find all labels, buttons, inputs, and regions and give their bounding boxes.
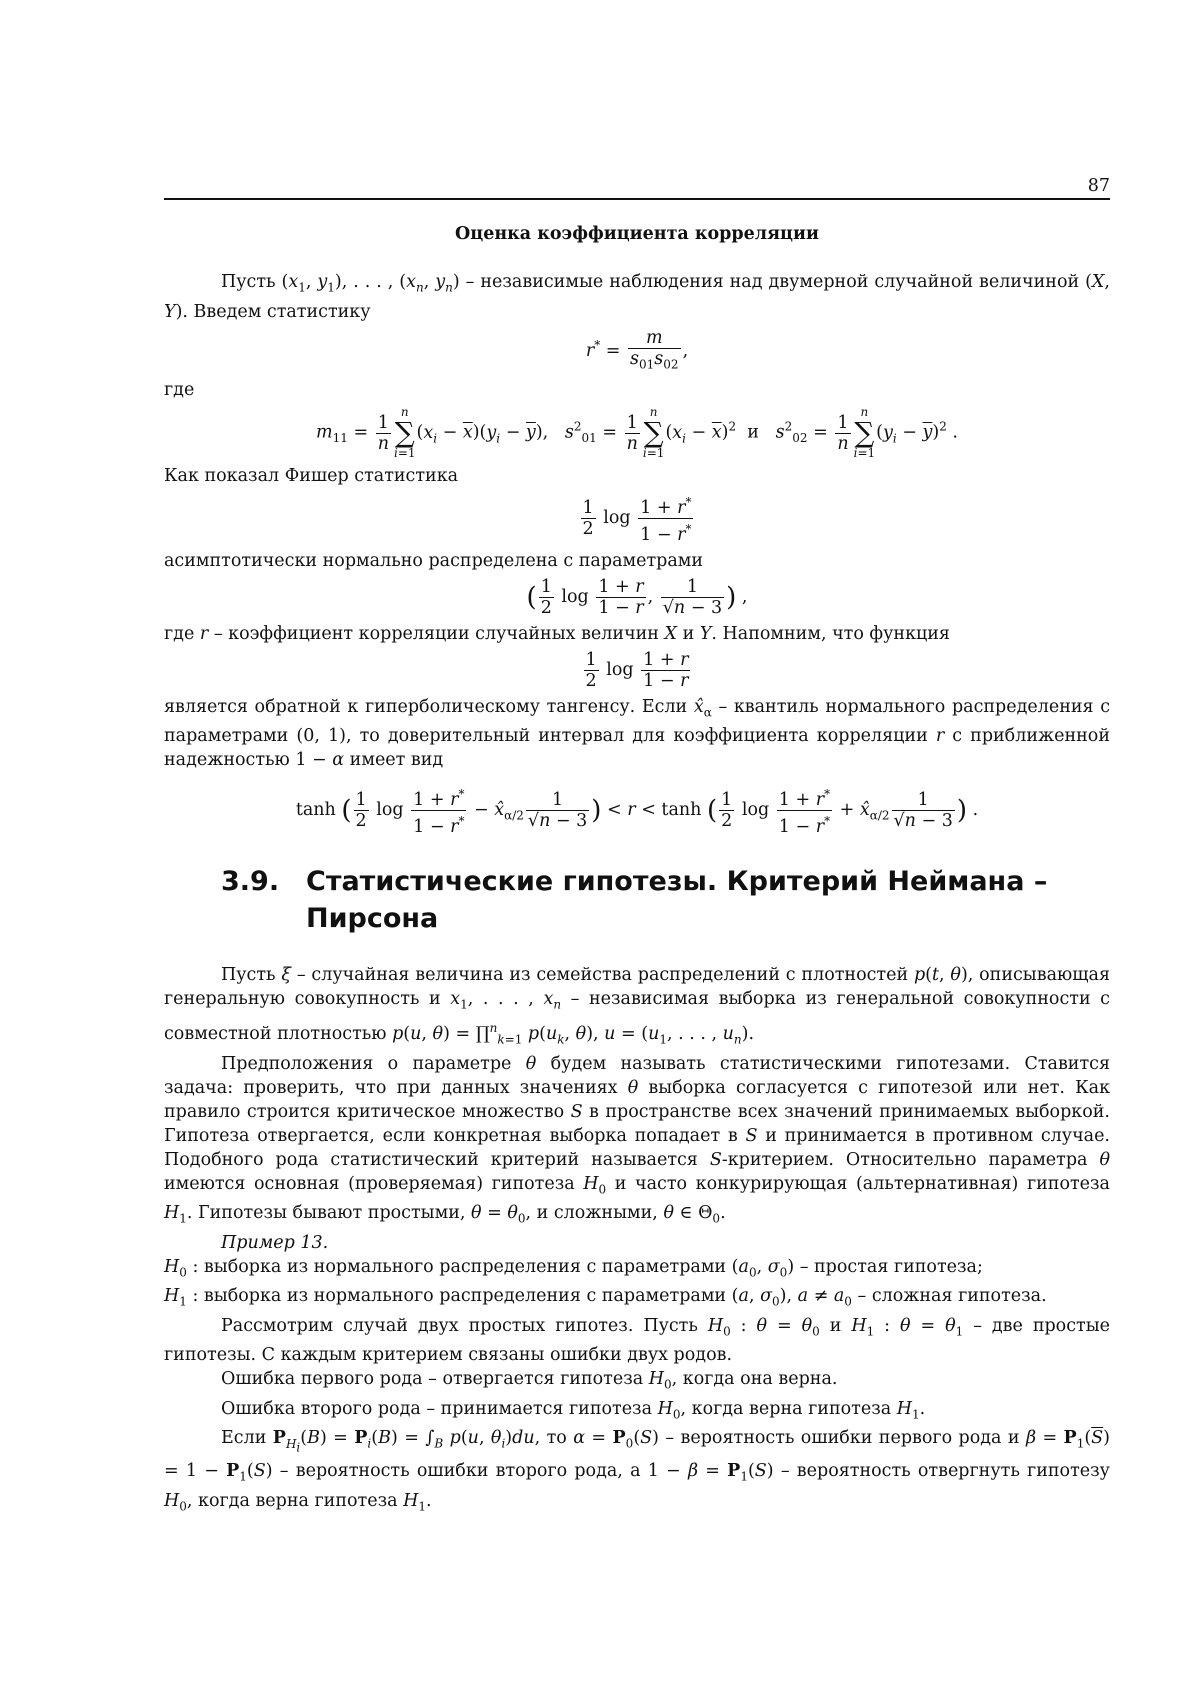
paragraph-tanh: является обратной к гиперболическому тангенсу. Если $x̂_\alpha$ – квантиль нормального распределения с параметрами (0, 1), то доверительный интервал для коэффициента корреляции r с приближенной надежностью 1 − α имеет вид <box>164 696 1111 771</box>
section-number: 3.9. <box>221 865 280 897</box>
section-title: Статистические гипотезы. Критерий Неймана – Пирсона <box>306 865 1048 934</box>
paragraph-hypotheses-intro: Пусть ξ – случайная величина из семейства распределений с плотностей p(t, θ), описывающая генеральную совокупность и $x_1$, . . . , $x_n$ – независимая выборка из генеральной совокупности с совместной плотностью p(u, θ) = ∏$^n_{k=1}$ $p(u_k$, θ), $u = (u_1$, . . . , $u_n$). <box>164 964 1110 1047</box>
paragraph-error-probabilities: Если $P_{H_i}(B) = P_i(B) = \int_B$ p(u, $\theta_i)du$, то $\alpha = P_0(S)$ – вероятность ошибки первого рода и $\beta = P_1(\overline{S}) = 1 - P_1(S)$ – вероятность ошибки второго рода, а $1 - \beta = P_1(S)$ – вероятность отвергнуть гипотезу $H_0$, когда верна гипотеза $H_1$. <box>164 1428 1110 1514</box>
paragraph-type-one-error: Ошибка первого рода – отвергается гипотеза $H_0$, когда она верна. <box>221 1369 838 1392</box>
formula-fisher: $\frac{1}{2}$ log $\frac{1 + r^*}{1 - r^*}$ <box>582 495 692 545</box>
page-content <box>164 222 1110 1518</box>
paragraph-simple-hypotheses: Рассмотрим случай двух простых гипотез. Пусть $H_0$ : $\theta = \theta_0$ и $H_1$ : $\theta = \theta_1$ – две простые гипотезы. С каждым критерием связаны ошибки двух родов. <box>164 1315 1110 1366</box>
example-label: Пример 13. <box>221 1232 329 1253</box>
paragraph-intro: Пусть ($x_1$, $y_1$), . . . , ($x_n$, $y_n$) – независимые наблюдения над двумерной случайной величиной (X, Y). Введем статистику <box>164 272 1110 322</box>
formula-confidence-interval: tanh ( $\frac{1}{2}$ log $\frac{1 + r^*}{1 - r^*}$ − $x̂_{\alpha/2}$ $\frac{1}{√n - 3}$ ) < r < tanh ( $\frac{1}{2}$ log $\frac{1 + r^*}{1 - r^*}$ + $x̂_{\alpha/2}$ $\frac{1}{√n - 3}$ ) . <box>295 787 979 837</box>
formula-r-star: r* = $\frac{m}{s_{01}s_{02}}$ , <box>164 328 1110 375</box>
paragraph-correlation: где r – коэффициент корреляции случайных величин X и Y. Напомним, что функция <box>164 623 950 644</box>
subsection-title: Оценка коэффициента корреляции <box>455 224 819 244</box>
formula-artanh: $\frac{1}{2}$ log $\frac{1 + r}{1 - r}$ <box>585 649 689 691</box>
page-number: 87 <box>1087 176 1110 196</box>
paragraph-fisher: Как показал Фишер статистика <box>164 466 459 486</box>
header-rule <box>164 198 1110 200</box>
paragraph-where: где <box>164 380 195 400</box>
hypothesis-h1: $H_1$ : выборка из нормального распределения с параметрами (a, $\sigma_0$), $a \ne a_0$ – сложная гипотеза. <box>164 1286 1047 1309</box>
paragraph-type-two-error: Ошибка второго рода – принимается гипотеза $H_0$, когда верна гипотеза $H_1$. <box>221 1398 926 1422</box>
section-heading <box>164 863 1110 937</box>
formula-moments: $m_{11}$ = $\frac{1}{n}$ n ∑ $i=1(x_i - \overline{x})(y_i - \overline{y})$, $s^2_{01}$ = $\frac{1}{n}$ n ∑ $i=1(x_i - \overline{x})^2$ и $s^2_{02}$ = $\frac{1}{n}$ n ∑ $i=1(y_i - \overline{y})^2$ . <box>316 405 958 460</box>
paragraph-hypotheses-definition: Предположения о параметре θ будем называть статистическими гипотезами. Ставится задача: проверить, что при данных значениях θ выборка согласуется с гипотезой или нет. Как правило строится критическое множество S в пространстве всех значений принимаемых выборкой. Гипотеза отвергается, если конкретная выборка попадает в S и принимается в противном случае. Подобного рода статистический критерий называется S-критерием. Относительно параметра θ имеются основная (проверяемая) гипотеза $H_0$ и часто конкурирующая (альтернативная) гипотеза $H_1$. Гипотезы бывают простыми, $\theta = \theta_0$, и сложными, θ ∈ $\Theta_0$. <box>164 1053 1111 1226</box>
formula-parameters: ( $\frac{1}{2}$ log $\frac{1 + r}{1 - r}$ , $\frac{1}{√n - 3}$ ) , <box>526 576 748 618</box>
hypothesis-h0: $H_0$ : выборка из нормального распределения с параметрами ($a_0$, $\sigma_0$) – простая гипотеза; <box>164 1256 983 1280</box>
paragraph-asymptotic: асимптотически нормально распределена с параметрами <box>164 550 704 571</box>
